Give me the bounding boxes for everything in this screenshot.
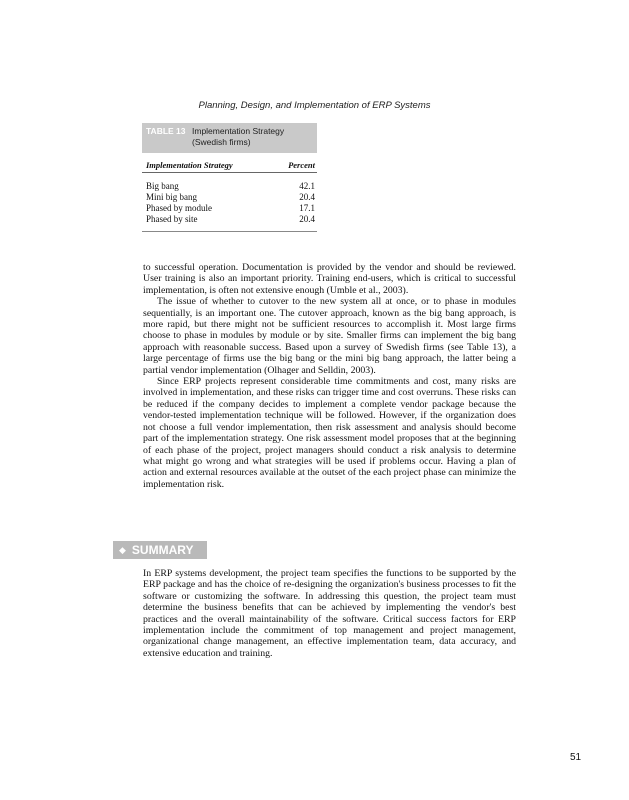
table-caption xyxy=(142,123,317,153)
body-text xyxy=(143,262,516,490)
row-strategy: Mini big bang xyxy=(146,192,197,202)
row-percent: 42.1 xyxy=(299,181,315,191)
row-strategy: Phased by site xyxy=(146,214,198,224)
column-header-percent: Percent xyxy=(288,160,315,170)
diamond-icon: ◆ xyxy=(119,544,126,555)
paragraph: Since ERP projects represent considerable time commitments and cost, many risks are involved in implementation, and these risks can trigger time and cost overruns. These risks can be reduced if the company decides to implement a complete vendor package because the vendor-tested implementation technique will be followed. However, if the organization does not choose a full vendor implementation, then risk assessment and analysis should become part of the implementation strategy. One risk assessment model proposes that at the beginning of each phase of the project, project managers should conduct a risk analysis to determine what might go wrong and what strategies will be used if problems occur. Having a plan of action and external resources available at the outset of the each project phase can minimize the implementation risk. xyxy=(143,376,516,490)
table-tag: TABLE 13 xyxy=(146,126,186,136)
row-percent: 20.4 xyxy=(299,214,315,224)
table-header-row xyxy=(142,153,317,173)
running-head: Planning, Design, and Implementation of ERP Systems xyxy=(198,100,431,111)
paragraph: The issue of whether to cutover to the new system all at once, or to phase in modules sequentially, is an important one. The cutover approach, known as the big bang approach, is more rapid, but there might not be sufficient resources to accomplish it. Most large firms choose to phase in modules by module or by site. Smaller firms can implement the big bang approach with reasonable success. Based upon a survey of Swedish firms (see Table 13), a large percentage of firms use the big bang or the mini big bang approach, the latter being a partial vendor implementation (Olhager and Selldin, 2003). xyxy=(143,296,516,376)
table-13 xyxy=(142,123,317,232)
table-row xyxy=(142,203,317,214)
summary-paragraph: In ERP systems development, the project team specifies the functions to be supported by the ERP package and has the choice of re-designing the organization's business processes to fit the software or customizing the software. In addressing this question, the project team must determine the business benefits that can be achieved by implementing the vendor's best practices and the overall maintainability of the software. Critical success factors for ERP implementation include the commitment of top management and project management, organizational change management, an effective implementation team, data accuracy, and extensive education and training. xyxy=(143,568,516,659)
summary-heading xyxy=(113,541,207,559)
paragraph: to successful operation. Documentation is provided by the vendor and should be reviewed. User training is also an important priority. Training end-users, which is critical to successful implementation, is often not extensive enough (Umble et al., 2003). xyxy=(143,262,516,296)
page-number: 51 xyxy=(570,752,582,763)
row-percent: 20.4 xyxy=(299,192,315,202)
table-title-line1: Implementation Strategy xyxy=(192,126,285,136)
table-row xyxy=(142,192,317,203)
table-title xyxy=(192,126,284,147)
summary-text xyxy=(143,568,516,659)
table-title-line2: (Swedish firms) xyxy=(192,136,251,147)
table-row xyxy=(142,214,317,225)
row-strategy: Phased by module xyxy=(146,203,212,213)
summary-heading-label: SUMMARY xyxy=(131,543,194,557)
column-header-strategy: Implementation Strategy xyxy=(146,160,233,170)
row-percent: 17.1 xyxy=(299,203,315,213)
table-row xyxy=(142,181,317,192)
row-strategy: Big bang xyxy=(146,181,179,191)
table-body xyxy=(142,173,317,232)
